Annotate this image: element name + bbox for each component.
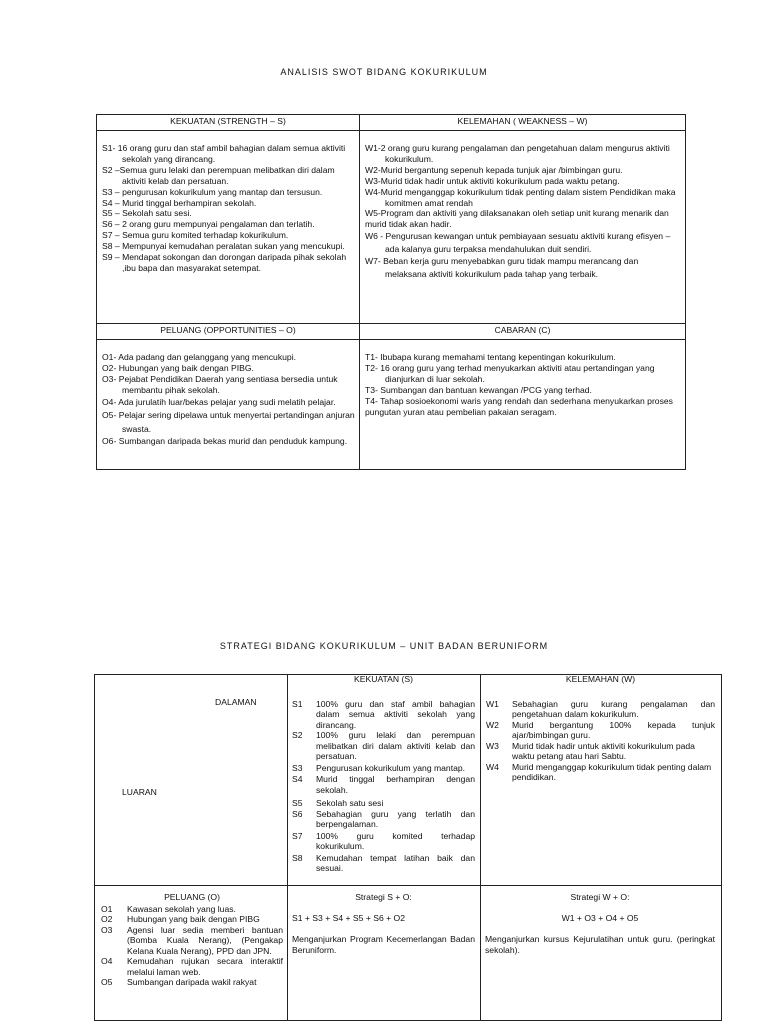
list-item: S7 – Semua guru komited terhadap kokurikulum. xyxy=(102,230,289,241)
list-item: O6- Sumbangan daripada bekas murid dan penduduk kampung. xyxy=(102,436,348,447)
list-item: S4 – Murid tinggal berhampiran sekolah. xyxy=(102,197,257,208)
strategy-strength-header: KEKUATAN (S) xyxy=(354,674,413,684)
so-formula: S1 + S3 + S4 + S5 + S6 + O2 xyxy=(292,912,405,923)
list-item: S5 Sekolah satu sesi xyxy=(292,798,384,808)
weakness-header: KELEMAHAN ( WEAKNESS – W) xyxy=(360,115,686,131)
weakness-list xyxy=(360,131,686,324)
internal-label: DALAMAN xyxy=(215,697,257,707)
list-item: T4- Tahap sosioekonomi waris yang rendah dan sederhana menyukarkan proses pungutan yuran atau pembelian pakaian seragam. xyxy=(365,395,673,417)
strategy-table xyxy=(94,674,722,1021)
strategy-title: STRATEGI BIDANG KOKURIKULUM – UNIT BADAN BERUNIFORM xyxy=(219,641,549,651)
list-item: W2 Murid bergantung 100% kepada tunjuk ajar/bimbingan guru. xyxy=(486,719,715,740)
list-item: W5-Program dan aktiviti yang dilaksanakan oleh setiap unit kurang menarik dan murid tidak akan hadir. xyxy=(365,208,669,230)
list-item: S6 Sebahagian guru yang terlatih dan berpengalaman. xyxy=(292,808,475,829)
strategy-opportunities xyxy=(95,886,288,1021)
list-item: O3 Agensi luar sedia memberi bantuan (Bomba Kuala Nerang), (Pengakap Kelana Kuala Nerang), PPD dan JPN. xyxy=(101,924,283,956)
strategy-strengths xyxy=(288,675,481,886)
list-item: O2 Hubungan yang baik dengan PIBG xyxy=(101,914,260,924)
list-item: W4 Murid menganggap kokurikulum tidak penting dalam pendidikan. xyxy=(486,761,712,782)
strategy-weaknesses xyxy=(481,675,722,886)
so-text: Menganjurkan Program Kecemerlangan Badan Beruniform. xyxy=(292,934,475,955)
opportunity-list xyxy=(97,340,360,470)
wo-formula: W1 + O3 + O4 + O5 xyxy=(561,912,639,923)
list-item: T1- Ibubapa kurang memahami tentang kepentingan kokurikulum. xyxy=(365,352,616,362)
list-item: S4 Murid tinggal berhampiran dengan sekolah. xyxy=(292,774,475,795)
wo-text: Menganjurkan kursus Kejurulatihan untuk guru. (peringkat sekolah). xyxy=(485,934,715,955)
list-item: S6 – 2 orang guru mempunyai pengalaman dan terlatih. xyxy=(102,219,315,230)
strength-header: KEKUATAN (STRENGTH – S) xyxy=(97,115,360,131)
strategy-wo xyxy=(481,886,722,1021)
list-item: O4 Kemudahan rujukan secara interaktif melalui laman web. xyxy=(101,956,283,977)
external-label: LUARAN xyxy=(122,787,157,797)
swot-table xyxy=(96,114,686,470)
list-item: W1-2 orang guru kurang pengalaman dan pengetahuan dalam mengurus aktiviti kokurikulum. xyxy=(365,143,670,164)
list-item: S9 – Mendapat sokongan dan dorongan daripada pihak sekolah ,ibu bapa dan masyarakat setempat. xyxy=(102,252,347,273)
so-header: Strategi S + O: xyxy=(355,892,412,902)
list-item: O2- Hubungan yang baik dengan PIBG. xyxy=(102,362,254,373)
strategy-weakness-header: KELEMAHAN (W) xyxy=(565,674,636,684)
wo-header: Strategi W + O: xyxy=(570,892,630,902)
list-item: O4- Ada jurulatih luar/bekas pelajar yang sudi melatih pelajar. xyxy=(102,396,336,407)
swot-title: ANALISIS SWOT BIDANG KOKURIKULUM xyxy=(280,67,488,77)
strategy-opportunity-header: PELUANG (O) xyxy=(164,892,220,902)
list-item: O3- Pejabat Pendidikan Daerah yang sentiasa bersedia untuk membantu pihak sekolah. xyxy=(102,373,338,395)
list-item: S7 100% guru komited terhadap kokurikulum. xyxy=(292,830,475,851)
matrix-corner xyxy=(95,675,288,886)
list-item: O5- Pelajar sering dipelawa untuk menyertai pertandingan anjuran swasta. xyxy=(102,410,355,434)
list-item: S3 Pengurusan kokurikulum yang mantap. xyxy=(292,762,466,773)
list-item: S2 100% guru lelaki dan perempuan melibatkan diri dalam aktiviti kelab dan persatuan. xyxy=(292,730,475,761)
threat-list xyxy=(360,340,686,470)
list-item: O5 Sumbangan daripada wakil rakyat xyxy=(101,977,257,987)
list-item: W6 - Pengurusan kewangan untuk pembiayaan sesuatu aktiviti kurang efisyen – ada kalanya guru terpaksa mendahulukan duit sendiri. xyxy=(365,231,671,254)
list-item: W2-Murid bergantung sepenuh kepada tunjuk ajar /bimbingan guru. xyxy=(365,164,623,175)
list-item: S3 – pengurusan kokurikulum yang mantap dan tersusun. xyxy=(102,186,323,197)
list-item: T3- Sumbangan dan bantuan kewangan /PCG yang terhad. xyxy=(365,384,592,395)
list-item: S1 100% guru dan staf ambil bahagian dalam semua aktiviti sekolah yang dirancang. xyxy=(292,698,475,730)
list-item: S5 – Sekolah satu sesi. xyxy=(102,208,192,219)
list-item: W3-Murid tidak hadir untuk aktiviti kokurikulum pada waktu petang. xyxy=(365,175,620,186)
strength-list xyxy=(97,131,360,324)
strategy-so xyxy=(288,886,481,1021)
threat-header: CABARAN (C) xyxy=(360,324,686,340)
list-item: O1- Ada padang dan gelanggang yang mencukupi. xyxy=(102,352,296,362)
list-item: W7- Beban kerja guru menyebabkan guru tidak mampu merancang dan melaksana aktiviti kokurikulum pada tahap yang terbaik. xyxy=(365,256,639,279)
list-item: W3 Murid tidak hadir untuk aktiviti kokurikulum pada waktu petang atau hari Sabtu. xyxy=(486,740,695,761)
list-item: O1 Kawasan sekolah yang luas. xyxy=(101,903,236,914)
list-item: T2- 16 orang guru yang terhad menyukarkan aktiviti atau pertandingan yang dianjurkan di luar sekolah. xyxy=(365,362,655,384)
list-item: S8 Kemudahan tempat latihan baik dan sesuai. xyxy=(292,852,475,873)
list-item: S8 – Mempunyai kemudahan peralatan sukan yang mencukupi. xyxy=(102,241,345,252)
list-item: W1 Sebahagian guru kurang pengalaman dan pengetahuan dalam kokurikulum. xyxy=(486,698,715,719)
opportunity-header: PELUANG (OPPORTUNITIES – O) xyxy=(97,324,360,340)
list-item: W4-Murid menganggap kokurikulum tidak penting dalam sistem Pendidikan maka komitmen amat rendah xyxy=(365,186,676,208)
list-item: S1- 16 orang guru dan staf ambil bahagian dalam semua aktiviti sekolah yang dirancang. xyxy=(102,143,346,164)
list-item: S2 –Semua guru lelaki dan perempuan melibatkan diri dalam aktiviti kelab dan persatuan. xyxy=(102,164,335,186)
